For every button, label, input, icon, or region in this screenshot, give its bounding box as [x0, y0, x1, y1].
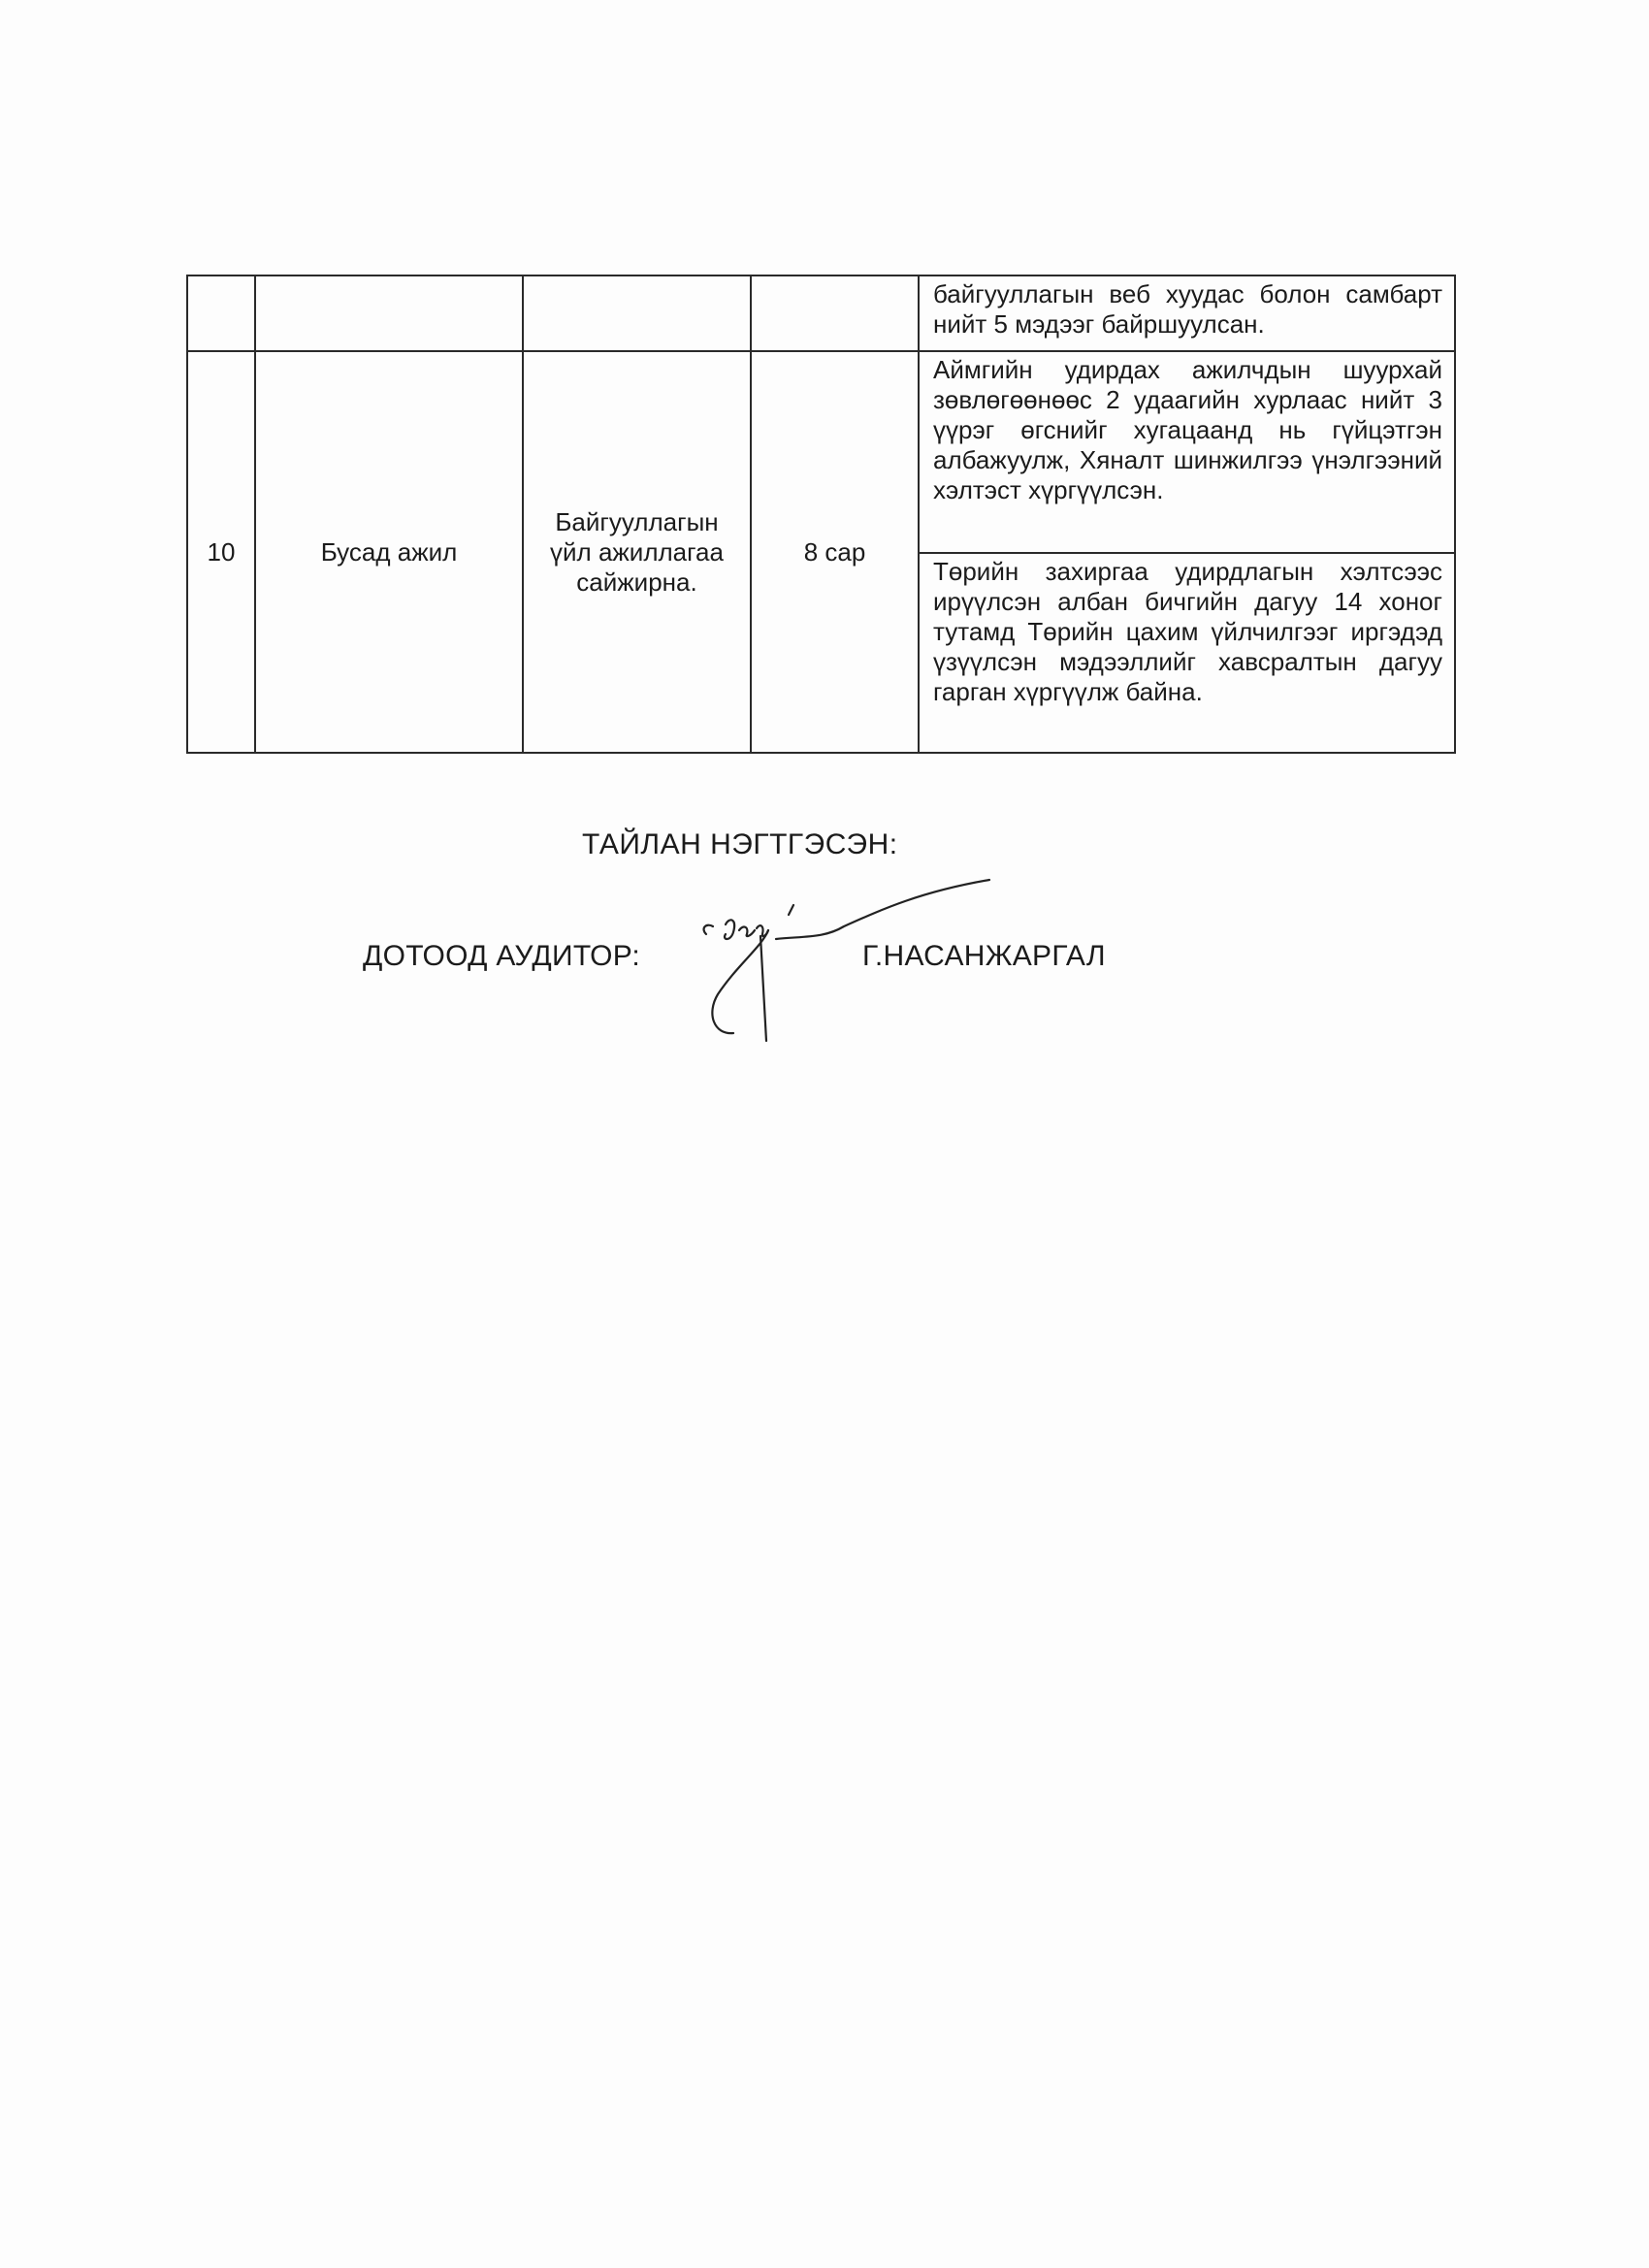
result-cell: Төрийн захиргаа удирдлагын хэлтсээс ирүүлсэн албан бичгийн дагуу 14 хоног тутамд Төрийн цахим үйлчилгээг иргэдэд үзүүлсэн мэдээллийг хавсралтын дагуу гарган хүргүүлж байна. [919, 553, 1455, 753]
result-cell: Аймгийн удирдах ажилчдын шуурхай зөвлөгөөнөөс 2 удаагийн хурлаас нийт 3 үүрэг өгснийг хугацаанд нь гүйцэтгэн албажуулж, Хяналт шинжилгээ үнэлгээний хэлтэст хүргүүлсэн. [919, 351, 1455, 553]
auditor-label: ДОТООД АУДИТОР: [363, 940, 641, 972]
table-row [187, 275, 1455, 351]
report-table [186, 275, 1456, 754]
signature [679, 878, 1009, 1053]
deadline-cell: 8 сар [751, 351, 919, 753]
report-compiled-label: ТАЙЛАН НЭГТГЭСЭН: [582, 828, 898, 860]
result-cell: байгууллагын веб хуудас болон самбарт нийт 5 мэдээг байршуулсан. [919, 275, 1455, 351]
deadline-cell [751, 275, 919, 351]
task-cell [255, 275, 523, 351]
auditor-name: Г.НАСАНЖАРГАЛ [862, 940, 1106, 972]
goal-cell [523, 351, 751, 753]
goal-cell [523, 275, 751, 351]
goal-text: Байгууллагын үйл ажиллагаа сайжирна. [550, 506, 724, 597]
row-number-cell: 10 [187, 351, 255, 753]
task-cell: Бусад ажил [255, 351, 523, 753]
table-row [187, 351, 1455, 553]
row-number-cell [187, 275, 255, 351]
